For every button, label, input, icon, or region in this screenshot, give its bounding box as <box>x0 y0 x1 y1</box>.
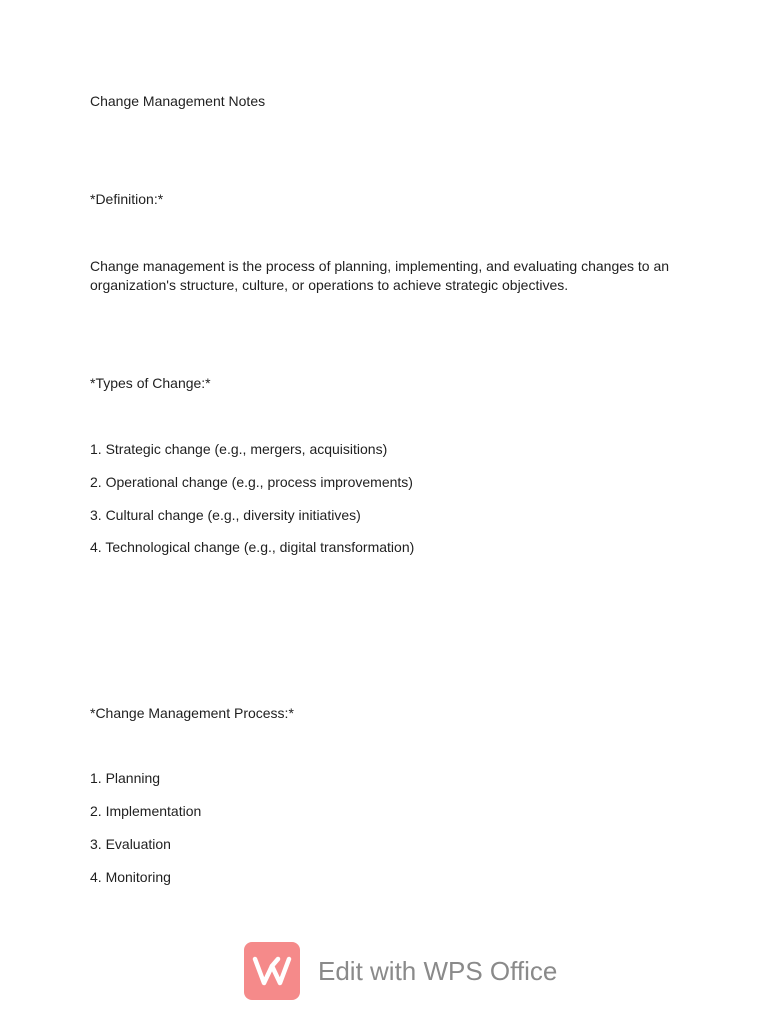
list-item: 4. Technological change (e.g., digital transformation) <box>90 539 415 555</box>
definition-text-line-2: organization's structure, culture, or operations to achieve strategic objectives. <box>90 277 569 293</box>
wps-watermark-text: Edit with WPS Office <box>318 955 558 986</box>
list-item: 4. Monitoring <box>90 869 171 885</box>
definition-text-line-1: Change management is the process of planning, implementing, and evaluating changes to an <box>90 258 670 274</box>
list-item: 2. Implementation <box>90 803 202 819</box>
definition-heading: *Definition:* <box>90 191 164 207</box>
wps-logo-icon <box>244 942 300 1000</box>
wps-watermark[interactable] <box>244 942 557 1000</box>
list-item: 3. Cultural change (e.g., diversity initiatives) <box>90 507 361 523</box>
list-item: 2. Operational change (e.g., process improvements) <box>90 474 413 490</box>
process-heading: *Change Management Process:* <box>90 705 294 721</box>
list-item: 1. Planning <box>90 770 161 786</box>
types-heading: *Types of Change:* <box>90 375 211 391</box>
document-title: Change Management Notes <box>90 93 266 109</box>
list-item: 3. Evaluation <box>90 836 171 852</box>
list-item: 1. Strategic change (e.g., mergers, acquisitions) <box>90 441 388 457</box>
